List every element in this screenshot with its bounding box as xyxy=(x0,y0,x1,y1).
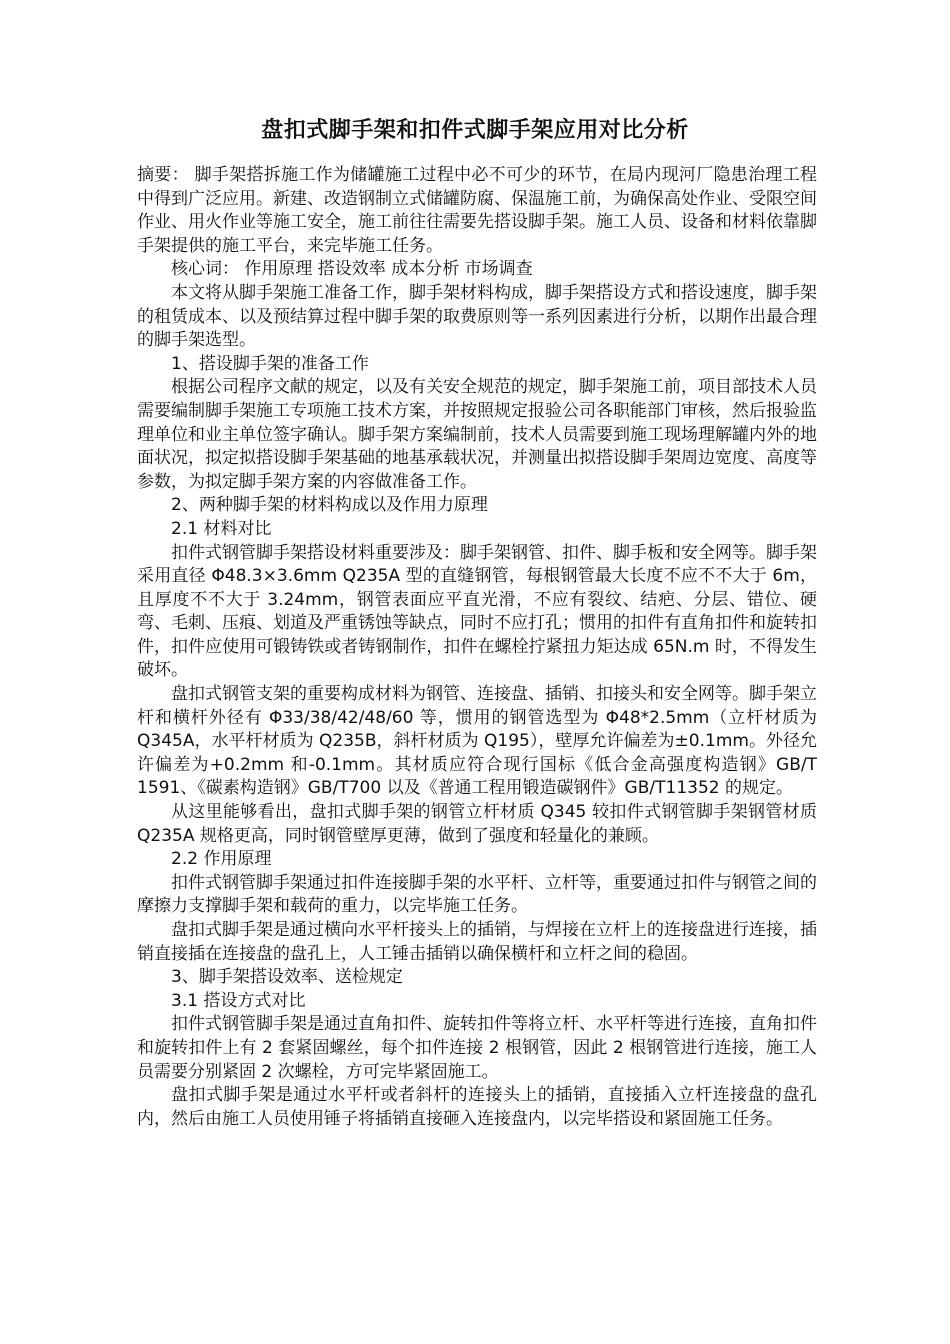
body-paragraph: 从这里能够看出，盘扣式脚手架的钢管立杆材质 Q345 较扣件式钢管脚手架钢管材质 Q235A 规格更高，同时钢管壁厚更薄，做到了强度和轻量化的兼顾。 xyxy=(137,802,817,846)
body-paragraph: 盘扣式脚手架是通过水平杆或者斜杆的连接头上的插销，直接插入立杆连接盘的盘孔内，然后由施工人员使用锤子将插销直接砸入连接盘内，以完毕搭设和紧固施工任务。 xyxy=(137,1085,817,1129)
subsection-heading-2-1: 2.1 材料对比 xyxy=(171,518,272,539)
intro-paragraph: 本文将从脚手架施工准备工作，脚手架材料构成，脚手架搭设方式和搭设速度，脚手架的租赁成本、以及预结算过程中脚手架的取费原则等一系列因素进行分析，以期作出最合理的脚手架选型。 xyxy=(137,282,817,351)
body-paragraph: 盘扣式脚手架是通过横向水平杆接头上的插销，与焊接在立杆上的连接盘进行连接，插销直接插在连接盘的盘孔上，人工锤击插销以确保横杆和立杆之间的稳固。 xyxy=(137,920,817,964)
body-paragraph: 根据公司程序文献的规定，以及有关安全规范的规定，脚手架施工前，项目部技术人员需要编制脚手架施工专项施工技术方案，并按照规定报验公司各职能部门审核，然后报验监理单位和业主单位签字确认。脚手架方案编制前，技术人员需要到施工现场理解罐内外的地面状况，拟定拟搭设脚手架基础的地基承载状况，并测量出拟搭设脚手架周边宽度、高度等参数，为拟定脚手架方案的内容做准备工作。 xyxy=(137,377,817,492)
section-heading-1: 1、搭设脚手架的准备工作 xyxy=(171,353,369,374)
section-heading-2: 2、两种脚手架的材料构成以及作用力原理 xyxy=(171,495,488,516)
subsection-heading-3-1: 3.1 搭设方式对比 xyxy=(171,990,306,1011)
body-paragraph: 扣件式钢管脚手架通过扣件连接脚手架的水平杆、立杆等，重要通过扣件与钢管之间的摩擦力支撑脚手架和载荷的重力，以完毕施工任务。 xyxy=(137,872,817,917)
body-paragraph: 扣件式钢管脚手架是通过直角扣件、旋转扣件等将立杆、水平杆等进行连接，直角扣件和旋转扣件上有 2 套紧固螺丝，每个扣件连接 2 根钢管，因此 2 根钢管进行连接，施工人员需要分别紧固 2 次螺栓，方可完毕紧固施工。 xyxy=(137,1014,817,1082)
document-title: 盘扣式脚手架和扣件式脚手架应用对比分析 xyxy=(261,118,689,143)
keywords-line: 核心词： 作用原理 搭设效率 成本分析 市场调查 xyxy=(171,259,533,280)
section-heading-3: 3、脚手架搭设效率、送检规定 xyxy=(171,967,403,988)
document-body xyxy=(137,164,817,1131)
subsection-heading-2-2: 2.2 作用原理 xyxy=(171,849,272,870)
abstract-paragraph: 摘要： 脚手架搭拆施工作为储罐施工过程中必不可少的环节，在局内现河厂隐患治理工程中得到广泛应用。新建、改造钢制立式储罐防腐、保温施工前，为确保高处作业、受限空间作业、用火作业等施工安全，施工前往往需要先搭设脚手架。施工人员、设备和材料依靠脚手架提供的施工平台，来完毕施工任务。 xyxy=(137,165,817,256)
body-paragraph: 扣件式钢管脚手架搭设材料重要涉及：脚手架钢管、扣件、脚手板和安全网等。脚手架采用直径 Φ48.3×3.6mm Q235A 型的直缝钢管，每根钢管最大长度不应不不大于 6m，且厚度不不大于 3.24mm，钢管表面应平直光滑，不应有裂纹、结疤、分层、错位、硬弯、毛刺、压痕、划道及严重锈蚀等缺点，同时不应打孔；惯用的扣件有直角扣件和旋转扣件，扣件应使用可锻铸铁或者铸钢制作，扣件在螺栓拧紧扭力矩达成 65N.m 时，不得发生破坏。 xyxy=(137,542,817,681)
body-paragraph: 盘扣式钢管支架的重要构成材料为钢管、连接盘、插销、扣接头和安全网等。脚手架立杆和横杆外径有 Φ33/38/42/48/60 等，惯用的钢管选型为 Φ48*2.5mm（立杆材质为 Q345A，水平杆材质为 Q235B，斜杆材质为 Q195），壁厚允许偏差为±0.1mm。外径允许偏差为+0.2mm 和-0.1mm。其材质应符合现行国标《低合金高强度构造钢》GB/T 1591、《碳素构造钢》GB/T700 以及《普通工程用锻造碳钢件》GB/T11352 的规定。 xyxy=(137,684,817,799)
